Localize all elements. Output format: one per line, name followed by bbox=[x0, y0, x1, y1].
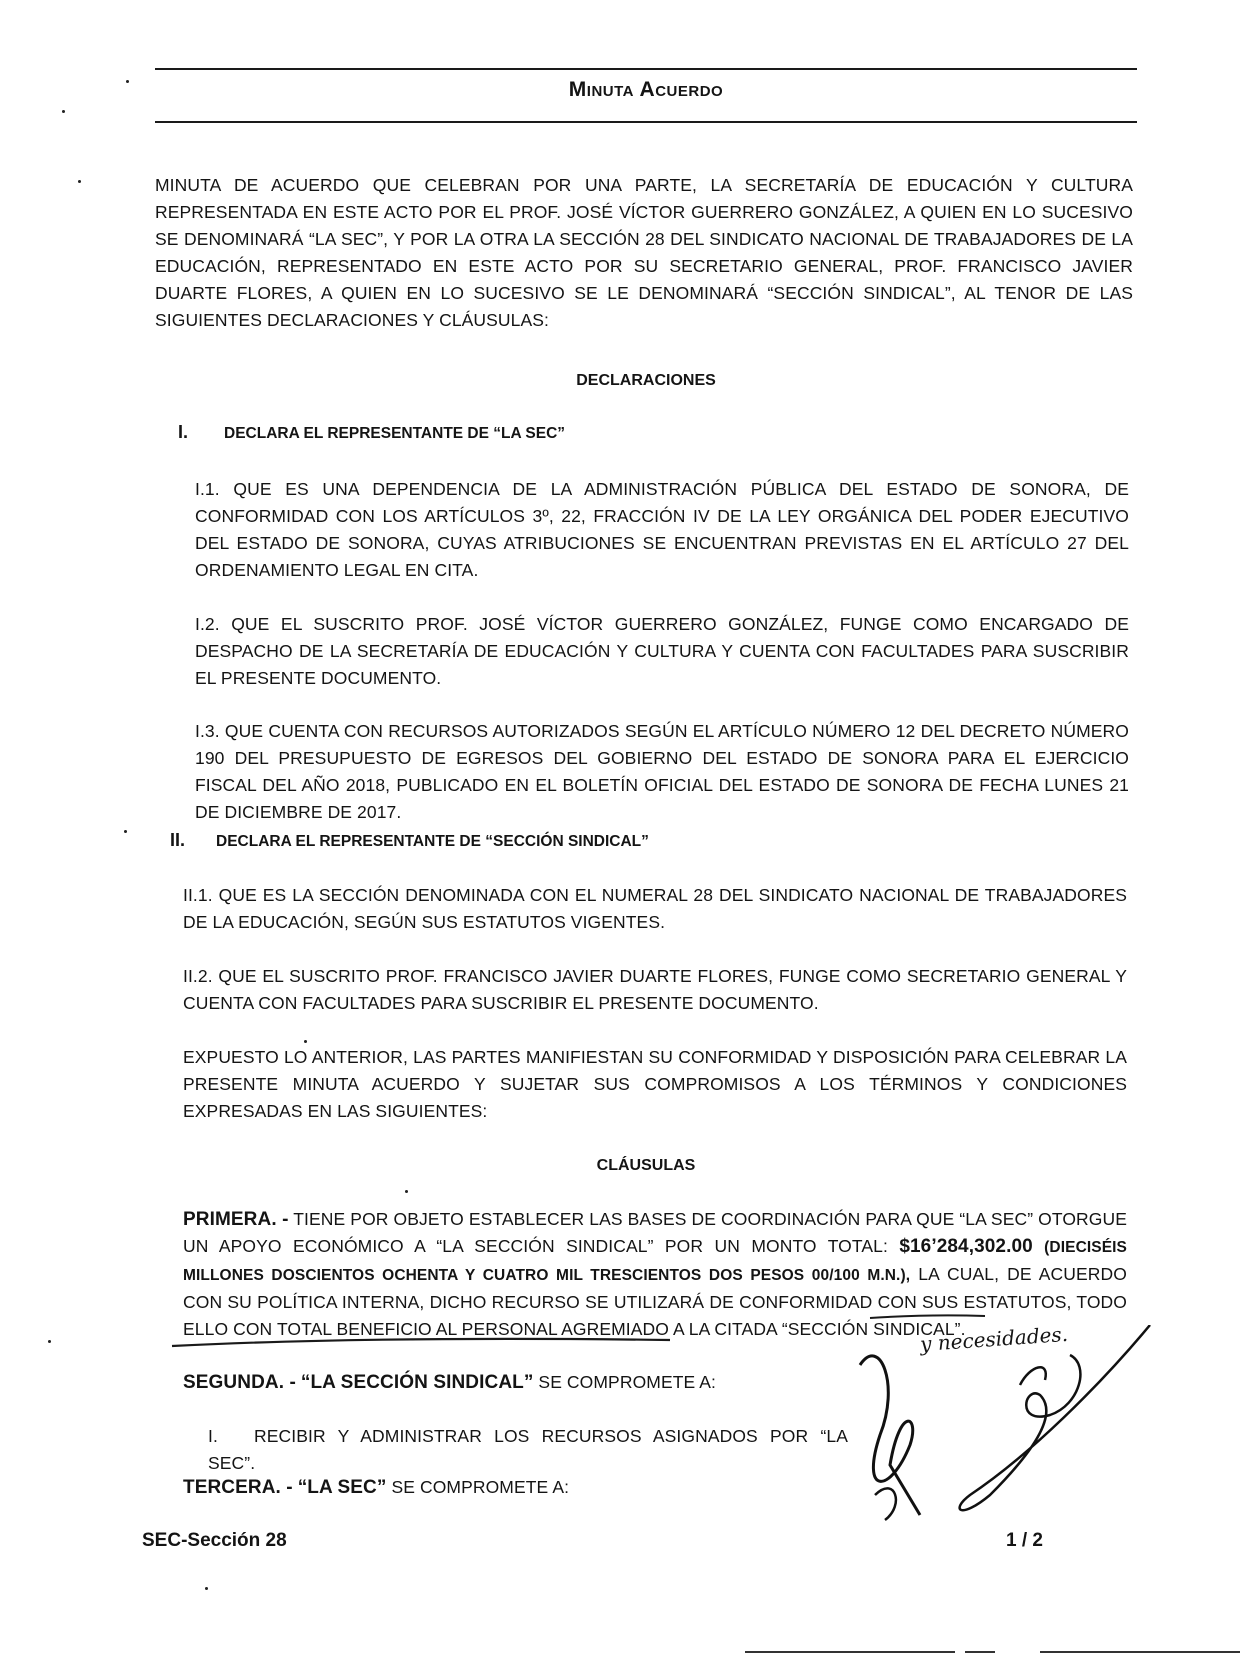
header-top-rule bbox=[155, 68, 1137, 70]
declaracion-1-2: I.2. QUE EL SUSCRITO PROF. JOSÉ VÍCTOR GUERRERO GONZÁLEZ, FUNGE COMO ENCARGADO DE DESPACHO DE LA SECRETARÍA DE EDUCACIÓN Y CULTURA Y CUENTA CON FACULTADES PARA SUSCRIBIR EL PRESENTE DOCUMENTO. bbox=[195, 614, 1129, 688]
segunda-text: SE COMPROMETE A: bbox=[538, 1372, 717, 1392]
page-number: 1 / 2 bbox=[1006, 1530, 1043, 1551]
scan-speck bbox=[78, 180, 81, 183]
scan-speck bbox=[48, 1340, 51, 1343]
scan-speck bbox=[62, 110, 65, 113]
declaracion-2-2: II.2. QUE EL SUSCRITO PROF. FRANCISCO JAVIER DUARTE FLORES, FUNGE COMO SECRETARIO GENERAL Y CUENTA CON FACULTADES PARA SUSCRIBIR EL PRESENTE DOCUMENTO. bbox=[183, 966, 1127, 1013]
handwritten-note: y necesidades. bbox=[919, 1321, 1069, 1357]
section-2-heading bbox=[170, 830, 649, 851]
scan-speck bbox=[405, 1190, 408, 1193]
primera-amount: $16’284,302.00 bbox=[899, 1236, 1033, 1257]
section-1-title: DECLARA EL REPRESENTANTE DE “LA SEC” bbox=[224, 425, 566, 442]
section-2-numeral: II. bbox=[170, 830, 186, 850]
declaraciones-heading: DECLARACIONES bbox=[576, 372, 716, 389]
scan-speck bbox=[205, 1587, 208, 1590]
segunda-item-1 bbox=[208, 1423, 848, 1477]
segunda-label: SEGUNDA. - bbox=[183, 1372, 296, 1393]
clausulas-heading: CLÁUSULAS bbox=[596, 1157, 696, 1174]
footer-left: SEC-Sección 28 bbox=[142, 1530, 287, 1551]
scan-speck bbox=[304, 1040, 307, 1043]
tercera-label: TERCERA. - bbox=[183, 1477, 293, 1498]
segunda-item-1-text: RECIBIR Y ADMINISTRAR LOS RECURSOS ASIGNADOS POR “LA SEC”. bbox=[208, 1426, 848, 1473]
section-1-numeral: I. bbox=[178, 422, 189, 442]
segunda-item-1-numeral: I. bbox=[208, 1426, 218, 1446]
primera-text-b: LA CUAL, DE ACUERDO CON SU POLÍTICA INTERNA, DICHO RECURSO SE UTILIZARÁ DE CONFORMIDAD CON SUS ESTATUTOS, TODO ELLO CON TOTAL BENEFICIO AL PERSONAL AGREMIADO A LA CITADA “SECCIÓN SINDICAL”. bbox=[183, 1264, 1127, 1339]
primera-amount-words: (DIECISÉIS MILLONES DOSCIENTOS OCHENTA Y CUATRO MIL TRESCIENTOS DOS PESOS 00/100 M.N.), bbox=[183, 1239, 1127, 1284]
section-2-title: DECLARA EL REPRESENTANTE DE “SECCIÓN SINDICAL” bbox=[216, 833, 649, 850]
declaracion-1-3: I.3. QUE CUENTA CON RECURSOS AUTORIZADOS SEGÚN EL ARTÍCULO NÚMERO 12 DEL DECRETO NÚMERO 190 DEL PRESUPUESTO DE EGRESOS DEL GOBIERNO DEL ESTADO DE SONORA PARA EL EJERCICIO FISCAL DEL AÑO 2018, PUBLICADO EN EL BOLETÍN OFICIAL DEL ESTADO DE SONORA DE FECHA LUNES 21 DE DICIEMBRE DE 2017. bbox=[195, 721, 1129, 822]
declaracion-1-1: I.1. QUE ES UNA DEPENDENCIA DE LA ADMINISTRACIÓN PÚBLICA DEL ESTADO DE SONORA, DE CONFORMIDAD CON LOS ARTÍCULOS 3º, 22, FRACCIÓN IV DE LA LEY ORGÁNICA DEL PODER EJECUTIVO DEL ESTADO DE SONORA, CUYAS ATRIBUCIONES SE ENCUENTRAN PREVISTAS EN EL ARTÍCULO 27 DEL ORDENAMIENTO LEGAL EN CITA. bbox=[195, 479, 1129, 580]
clausula-segunda bbox=[183, 1369, 833, 1396]
scan-speck bbox=[126, 80, 129, 83]
signatures bbox=[840, 1325, 1170, 1525]
tercera-text: SE COMPROMETE A: bbox=[391, 1477, 570, 1497]
expuesto-paragraph: EXPUESTO LO ANTERIOR, LAS PARTES MANIFIESTAN SU CONFORMIDAD Y DISPOSICIÓN PARA CELEBRAR LA PRESENTE MINUTA ACUERDO Y SUJETAR SUS COMPROMISOS A LOS TÉRMINOS Y CONDICIONES EXPRESADAS EN LAS SIGUIENTES: bbox=[183, 1047, 1127, 1121]
tercera-subject: “LA SEC” bbox=[297, 1477, 387, 1498]
declaracion-2-1: II.1. QUE ES LA SECCIÓN DENOMINADA CON EL NUMERAL 28 DEL SINDICATO NACIONAL DE TRABAJADORES DE LA EDUCACIÓN, SEGÚN SUS ESTATUTOS VIGENTES. bbox=[183, 885, 1127, 932]
segunda-subject: “LA SECCIÓN SINDICAL” bbox=[300, 1372, 534, 1393]
header-bottom-rule bbox=[155, 121, 1137, 123]
clausula-tercera bbox=[183, 1474, 833, 1501]
primera-label: PRIMERA. - bbox=[183, 1209, 289, 1230]
scan-speck bbox=[124, 830, 127, 833]
section-1-heading bbox=[178, 422, 565, 443]
primera-text-a: TIENE POR OBJETO ESTABLECER LAS BASES DE COORDINACIÓN PARA QUE “LA SEC” OTORGUE UN APOYO ECONÓMICO A “LA SECCIÓN SINDICAL” POR UN MONTO TOTAL: bbox=[183, 1209, 1127, 1256]
intro-paragraph: MINUTA DE ACUERDO QUE CELEBRAN POR UNA PARTE, LA SECRETARÍA DE EDUCACIÓN Y CULTURA REPRESENTADA EN ESTE ACTO POR EL PROF. JOSÉ VÍCTOR GUERRERO GONZÁLEZ, A QUIEN EN LO SUCESIVO SE DENOMINARÁ “LA SEC”, Y POR LA OTRA LA SECCIÓN 28 DEL SINDICATO NACIONAL DE TRABAJADORES DE LA EDUCACIÓN, REPRESENTADO EN ESTE ACTO POR SU SECRETARIO GENERAL, PROF. FRANCISCO JAVIER DUARTE FLORES, A QUIEN EN LO SUCESIVO SE LE DENOMINARÁ “SECCIÓN SINDICAL”, AL TENOR DE LAS SIGUIENTES DECLARACIONES Y CLÁUSULAS: bbox=[155, 175, 1133, 330]
document-title: Minuta Acuerdo bbox=[568, 78, 724, 101]
